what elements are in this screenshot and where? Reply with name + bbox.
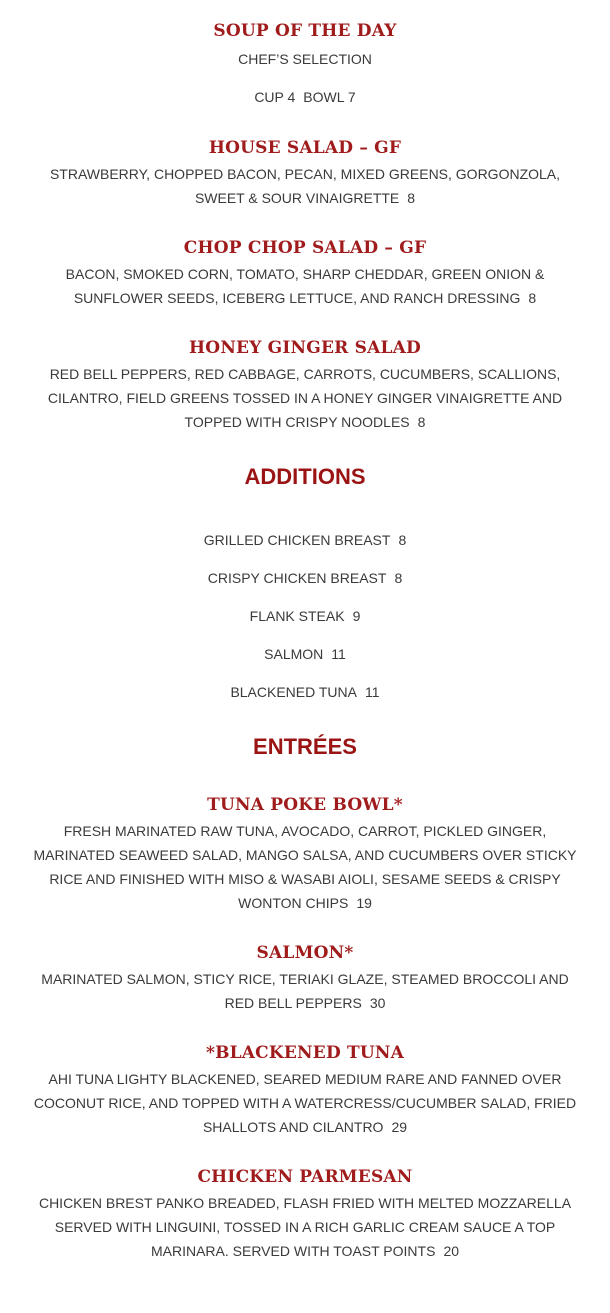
honey-ginger-salad-description: RED BELL PEPPERS, RED CABBAGE, CARROTS, CUCUMBERS, SCALLIONS, CILANTRO, FIELD GREENS TOSSED IN A HONEY GINGER VINAIGRETTE AND TOPPED WITH CRISPY NOODLES 8 — [47, 366, 563, 430]
chicken-parmesan-title: CHICKEN PARMESAN — [197, 1167, 413, 1187]
house-salad-title: HOUSE SALAD – GF — [208, 138, 402, 158]
chicken-parmesan-description: CHICKEN BREST PANKO BREADED, FLASH FRIED WITH MELTED MOZZARELLA SERVED WITH LINGUINI, TOSSED IN A RICH GARLIC CREAM SAUCE A TOP MARINARA. SERVED WITH TOAST POINTS 20 — [38, 1195, 572, 1259]
salmon-title: SALMON* — [256, 943, 354, 963]
menu-page — [25, 0, 585, 1263]
salmon-description: MARINATED SALMON, STICY RICE, TERIAKI GLAZE, STEAMED BROCCOLI AND RED BELL PEPPERS 30 — [41, 971, 569, 1011]
honey-ginger-salad-price: 8 — [417, 414, 426, 430]
chicken-parmesan-price: 20 — [443, 1243, 460, 1259]
addition-item: GRILLED CHICKEN BREAST 8 — [203, 532, 407, 548]
addition-item: CRISPY CHICKEN BREAST 8 — [207, 570, 403, 586]
tuna-poke-bowl-price: 19 — [356, 895, 372, 911]
chop-chop-salad-price: 8 — [528, 290, 537, 306]
soup-subtitle: CHEF’S SELECTION — [238, 51, 372, 67]
salmon-price: 30 — [369, 995, 386, 1011]
house-salad-price: 8 — [407, 190, 416, 206]
addition-item: FLANK STEAK 9 — [249, 608, 361, 624]
chop-chop-salad-description: BACON, SMOKED CORN, TOMATO, SHARP CHEDDAR, GREEN ONION & SUNFLOWER SEEDS, ICEBERG LETTUCE, AND RANCH DRESSING 8 — [65, 266, 545, 306]
blackened-tuna-title: *BLACKENED TUNA — [205, 1043, 405, 1063]
honey-ginger-salad-title: HONEY GINGER SALAD — [189, 338, 421, 358]
tuna-poke-bowl-description: FRESH MARINATED RAW TUNA, AVOCADO, CARROT, PICKLED GINGER, MARINATED SEAWEED SALAD, MANGO SALSA, AND CUCUMBERS OVER STICKY RICE AND FINISHED WITH MISO & WASABI AIOLI, SESAME SEEDS & CRISPY WONTON CHIPS 19 — [33, 823, 577, 911]
house-salad-description: STRAWBERRY, CHOPPED BACON, PECAN, MIXED GREENS, GORGONZOLA, SWEET & SOUR VINAIGRETTE 8 — [49, 166, 561, 206]
addition-item: BLACKENED TUNA 11 — [230, 684, 380, 700]
soup-bowl-price: BOWL 7 — [303, 89, 356, 105]
blackened-tuna-price: 29 — [391, 1119, 408, 1135]
additions-heading: ADDITIONS — [244, 464, 366, 489]
entrees-heading: ENTRÉES — [253, 734, 357, 759]
soup-sizes — [25, 87, 585, 107]
tuna-poke-bowl-title: TUNA POKE BOWL* — [207, 795, 403, 815]
chop-chop-salad-title: CHOP CHOP SALAD – GF — [183, 238, 427, 258]
addition-item: SALMON 11 — [264, 646, 346, 662]
soup-cup-price: CUP 4 — [254, 89, 296, 105]
soup-title: SOUP OF THE DAY — [213, 21, 397, 41]
blackened-tuna-description: AHI TUNA LIGHTY BLACKENED, SEARED MEDIUM RARE AND FANNED OVER COCONUT RICE, AND TOPPED WITH A WATERCRESS/CUCUMBER SALAD, FRIED SHALLOTS AND CILANTRO 29 — [33, 1071, 577, 1135]
